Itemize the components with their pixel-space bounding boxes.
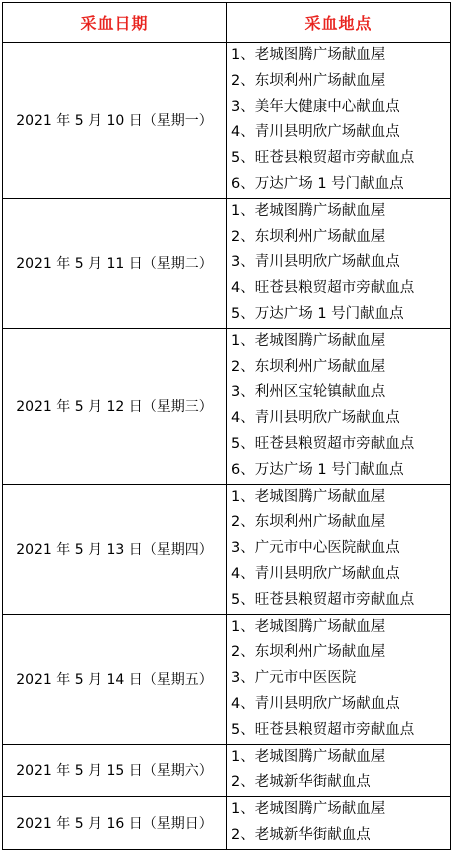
- location-item: 4、旺苍县粮贸超市旁献血点: [231, 280, 415, 297]
- location-item: 2、东坝利州广场献血屋: [231, 228, 386, 245]
- location-item: 5、万达广场 1 号门献血点: [231, 305, 404, 322]
- location-item: 3、广元市中心医院献血点: [231, 540, 400, 557]
- location-item: 4、青川县明欣广场献血点: [231, 695, 400, 712]
- location-item: 1、老城图腾广场献血屋: [231, 748, 386, 765]
- header-row: [3, 3, 451, 43]
- collection-date: 2021 年 5 月 15 日（星期六）: [3, 744, 227, 797]
- location-item: 4、青川县明欣广场献血点: [231, 410, 400, 427]
- location-item: 3、美年大健康中心献血点: [231, 98, 400, 115]
- collection-locations: [227, 744, 451, 797]
- location-item: 3、青川县明欣广场献血点: [231, 254, 400, 271]
- location-item: 2、老城新华街献血点: [231, 826, 371, 843]
- collection-locations: [227, 484, 451, 614]
- collection-locations: [227, 614, 451, 744]
- schedule-row: [3, 614, 451, 744]
- schedule-row: [3, 484, 451, 614]
- location-item: 1、老城图腾广场献血屋: [231, 488, 386, 505]
- location-item: 5、旺苍县粮贸超市旁献血点: [231, 591, 415, 608]
- schedule-row: [3, 744, 451, 797]
- collection-date: 2021 年 5 月 11 日（星期二）: [3, 198, 227, 328]
- location-item: 3、广元市中医医院: [231, 670, 357, 687]
- header-date: 采血日期: [3, 3, 227, 43]
- schedule-row: [3, 43, 451, 199]
- location-item: 4、青川县明欣广场献血点: [231, 565, 400, 582]
- header-location: 采血地点: [227, 3, 451, 43]
- collection-locations: [227, 328, 451, 484]
- location-item: 3、利州区宝轮镇献血点: [231, 384, 386, 401]
- location-item: 2、老城新华街献血点: [231, 774, 371, 791]
- collection-locations: [227, 797, 451, 850]
- location-item: 4、青川县明欣广场献血点: [231, 124, 400, 141]
- location-item: 5、旺苍县粮贸超市旁献血点: [231, 721, 415, 738]
- location-item: 1、老城图腾广场献血屋: [231, 801, 386, 818]
- location-item: 5、旺苍县粮贸超市旁献血点: [231, 435, 415, 452]
- collection-date: 2021 年 5 月 16 日（星期日）: [3, 797, 227, 850]
- location-item: 1、老城图腾广场献血屋: [231, 202, 386, 219]
- collection-locations: [227, 198, 451, 328]
- schedule-row: [3, 797, 451, 850]
- schedule-row: [3, 328, 451, 484]
- collection-locations: [227, 43, 451, 199]
- schedule-row: [3, 198, 451, 328]
- location-item: 2、东坝利州广场献血屋: [231, 72, 386, 89]
- location-item: 1、老城图腾广场献血屋: [231, 332, 386, 349]
- blood-donation-schedule-table: [2, 2, 451, 850]
- collection-date: 2021 年 5 月 13 日（星期四）: [3, 484, 227, 614]
- location-item: 6、万达广场 1 号门献血点: [231, 175, 404, 192]
- location-item: 1、老城图腾广场献血屋: [231, 47, 386, 63]
- location-item: 2、东坝利州广场献血屋: [231, 358, 386, 375]
- location-item: 1、老城图腾广场献血屋: [231, 618, 386, 635]
- collection-date: 2021 年 5 月 10 日（星期一）: [3, 43, 227, 199]
- location-item: 6、万达广场 1 号门献血点: [231, 461, 404, 478]
- collection-date: 2021 年 5 月 12 日（星期三）: [3, 328, 227, 484]
- collection-date: 2021 年 5 月 14 日（星期五）: [3, 614, 227, 744]
- location-item: 2、东坝利州广场献血屋: [231, 644, 386, 661]
- location-item: 5、旺苍县粮贸超市旁献血点: [231, 150, 415, 167]
- schedule-body: [3, 43, 451, 850]
- location-item: 2、东坝利州广场献血屋: [231, 514, 386, 531]
